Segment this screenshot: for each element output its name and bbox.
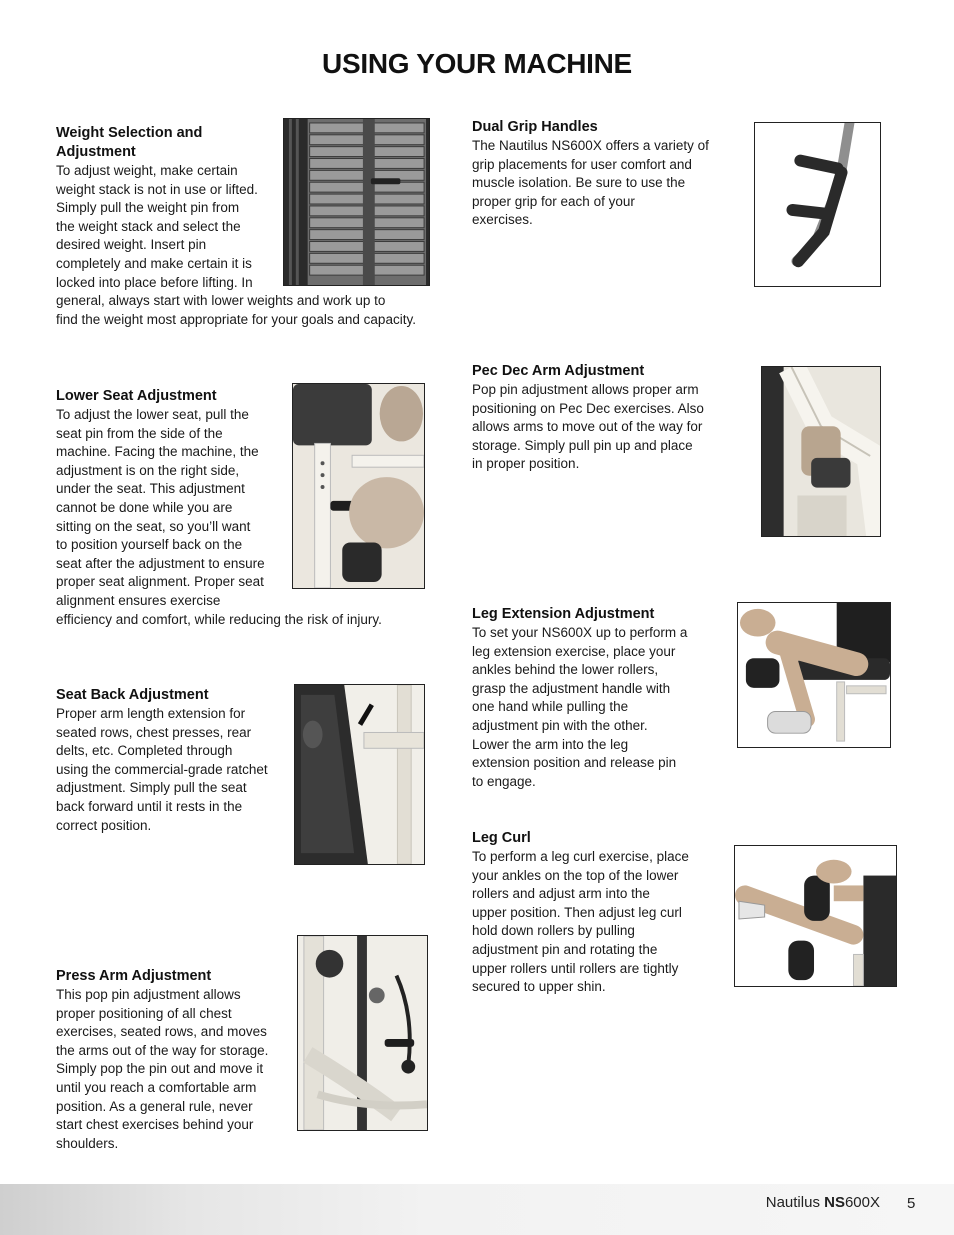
- section-heading: Leg Curl: [472, 830, 531, 846]
- press-arm-photo: [297, 935, 428, 1131]
- section-heading: Pec Dec Arm Adjustment: [472, 363, 645, 379]
- pec-dec-photo: [761, 366, 881, 537]
- dual-grip-photo: [754, 122, 881, 287]
- page-title: USING YOUR MACHINE: [322, 48, 632, 79]
- seat-back-photo: [294, 684, 425, 865]
- section-leg-extension: [472, 605, 732, 791]
- page-number: 5: [907, 1195, 916, 1212]
- section-heading: Leg Extension Adjustment: [472, 606, 655, 622]
- lower-seat-photo: [292, 383, 425, 589]
- section-heading: Seat Back Adjustment: [56, 687, 209, 703]
- section-body: To adjust weight, make certain weight stack is not in use or lifted. Simply pull the weight pin from the weight stack and select the desired weight. Insert pin completely and make certain it is locked into place before lifting. In general, always start with lower weights and work up to find the weight most appropriate for your goals and capacity.: [56, 163, 416, 327]
- section-body: The Nautilus NS600X offers a variety of grip placements for user comfort and muscle isolation. Be sure to use the proper grip for each of your exercises.: [472, 138, 709, 228]
- section-body: To perform a leg curl exercise, place your ankles on the top of the lower rollers and adjust arm into the upper position. Then adjust leg curl hold down rollers by pulling adjustment pin and rotating the upper rollers until rollers are tightly secured to upper shin.: [472, 849, 689, 995]
- section-body: To adjust the lower seat, pull the seat pin from the side of the machine. Facing the machine, the adjustment is on the right side, under the seat. This adjustment cannot be done while you are sitting on the seat, so you’ll want to position yourself back on the seat after the adjustment to ensure proper seat alignment. Proper seat alignment ensures exercise efficiency and comfort, while reducing the risk of injury.: [56, 407, 382, 627]
- section-body: Proper arm length extension for seated rows, chest presses, rear delts, etc. Completed through using the commercial-grade ratchet adjustment. Simply pull the seat back forward until it rests in the correct position.: [56, 706, 268, 833]
- section-seat-back: [56, 686, 296, 835]
- section-heading: Lower Seat Adjustment: [56, 388, 217, 404]
- section-leg-curl: [472, 829, 732, 997]
- weight-stack-photo: [283, 118, 430, 286]
- section-body: This pop pin adjustment allows proper positioning of all chest exercises, seated rows, and moves the arms out of the way for storage. Simply pop the pin out and move it until you reach a comfortable arm position. As a general rule, never start chest exercises behind your shoulders.: [56, 987, 269, 1151]
- section-body: To set your NS600X up to perform a leg extension exercise, place your ankles behind the lower rollers, grasp the adjustment handle with one hand while pulling the adjustment pin with the other. Lower the arm into the leg extension position and release pin to engage.: [472, 625, 688, 789]
- section-body: Pop pin adjustment allows proper arm positioning on Pec Dec exercises. Also allows arms to move out of the way for storage. Simply pull pin up and place in proper position.: [472, 382, 704, 472]
- section-pec-dec: [472, 362, 742, 474]
- section-dual-grip: [472, 118, 742, 230]
- leg-extension-photo: [737, 602, 891, 748]
- section-press-arm: [56, 967, 296, 1153]
- section-heading: Weight Selection and Adjustment: [56, 125, 203, 160]
- leg-curl-photo: [734, 845, 897, 987]
- section-heading: Dual Grip Handles: [472, 119, 598, 135]
- section-heading: Press Arm Adjustment: [56, 968, 212, 984]
- footer-brand: Nautilus NS600X: [765, 1194, 880, 1211]
